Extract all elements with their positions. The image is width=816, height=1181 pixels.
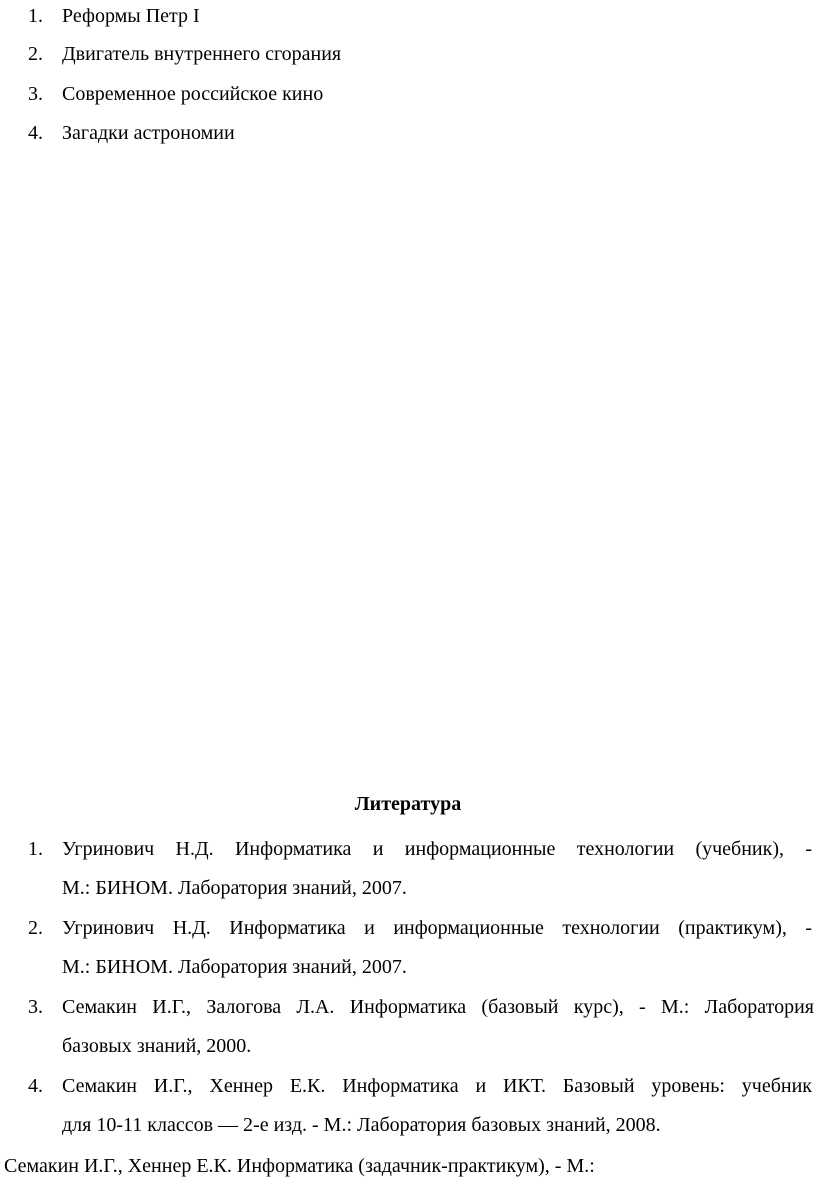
list-item-text: Двигатель внутреннего сгорания	[62, 43, 342, 65]
list-item-number: 4.	[28, 1075, 43, 1097]
list-item-text: Угринович Н.Д. Информатика и информационные технологии (учебник), -	[62, 838, 812, 860]
list-item-number: 1.	[28, 838, 43, 860]
list-item-number: 2.	[28, 43, 43, 65]
list-item-text: Угринович Н.Д. Информатика и информационные технологии (практикум), -	[62, 917, 812, 939]
list-item-text-continued: базовых знаний, 2000.	[62, 1035, 252, 1057]
list-item-text-continued: для 10-11 классов — 2-е изд. - М.: Лаборатория базовых знаний, 2008.	[62, 1114, 661, 1136]
list-item-text: Реформы Петр I	[62, 5, 200, 27]
list-item-text-continued: М.: БИНОМ. Лаборатория знаний, 2007.	[62, 956, 407, 978]
list-item-text: Семакин И.Г., Хеннер Е.К. Информатика и ИКТ. Базовый уровень: учебник	[62, 1075, 812, 1097]
list-item-number: 1.	[28, 5, 43, 27]
list-item-text: Загадки астрономии	[62, 122, 235, 144]
list-item-number: 3.	[28, 83, 43, 105]
literature-heading: Литература	[354, 793, 462, 815]
list-item-number: 2.	[28, 917, 43, 939]
list-item-text: Современное российское кино	[62, 83, 324, 105]
list-item-number: 4.	[28, 122, 43, 144]
list-item-text-continued: М.: БИНОМ. Лаборатория знаний, 2007.	[62, 877, 407, 899]
list-item-text: Семакин И.Г., Хеннер Е.К. Информатика (задачник-практикум), - М.:	[4, 1155, 595, 1177]
list-item-text: Семакин И.Г., Залогова Л.А. Информатика (базовый курс), - М.: Лаборатория	[62, 996, 814, 1018]
list-item-number: 3.	[28, 996, 43, 1018]
